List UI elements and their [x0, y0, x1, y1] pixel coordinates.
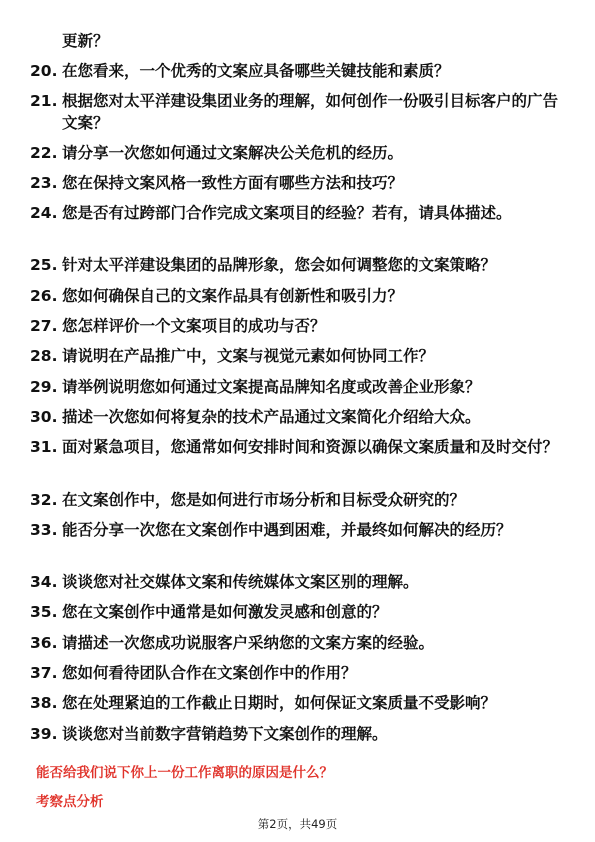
item-text: 您如何确保自己的文案作品具有创新性和吸引力？	[62, 287, 404, 305]
item-text: 您在处理紧迫的工作截止日期时，如何保证文案质量不受影响？	[62, 694, 497, 712]
item-text: 能否分享一次您在文案创作中遇到困难，并最终如何解决的经历？	[62, 521, 512, 539]
item-number: 29.	[30, 378, 58, 396]
item-text: 请说明在产品推广中，文案与视觉元素如何协同工作？	[62, 347, 435, 365]
item-number: 36.	[30, 634, 58, 652]
item-text: 在文案创作中，您是如何进行市场分析和目标受众研究的？	[62, 491, 466, 509]
item-text: 您在文案创作中通常是如何激发灵感和创意的？	[62, 603, 388, 621]
item-text: 描述一次您如何将复杂的技术产品通过文案简化介绍给大众。	[62, 408, 481, 426]
section-question: 能否给我们说下你上一份工作离职的原因是什么？	[36, 765, 333, 781]
item-text: 请描述一次您成功说服客户采纳您的文案方案的经验。	[62, 634, 435, 652]
item-text: 您怎样评价一个文案项目的成功与否？	[62, 317, 326, 335]
item-number: 26.	[30, 287, 58, 305]
item-text: 根据您对太平洋建设集团业务的理解，如何创作一份吸引目标客户的广告文案？	[62, 92, 559, 132]
item-text: 您如何看待团队合作在文案创作中的作用？	[62, 664, 357, 682]
item-number: 31.	[30, 438, 58, 456]
section-subtitle: 考察点分析	[36, 794, 104, 810]
page-footer: 第2页，共49页	[257, 817, 338, 831]
item-number: 39.	[30, 725, 58, 743]
item-text: 请分享一次您如何通过文案解决公关危机的经历。	[62, 144, 404, 162]
item-number: 23.	[30, 174, 58, 192]
item-text: 针对太平洋建设集团的品牌形象，您会如何调整您的文案策略？	[62, 256, 497, 274]
item-number: 34.	[30, 573, 58, 591]
continuation-text: 更新？	[62, 32, 109, 50]
item-text: 面对紧急项目，您通常如何安排时间和资源以确保文案质量和及时交付？	[62, 438, 559, 456]
item-number: 24.	[30, 204, 58, 222]
item-number: 20.	[30, 62, 58, 80]
item-number: 25.	[30, 256, 58, 274]
item-text: 您在保持文案风格一致性方面有哪些方法和技巧？	[62, 174, 404, 192]
item-text: 请举例说明您如何通过文案提高品牌知名度或改善企业形象？	[62, 378, 481, 396]
item-text: 谈谈您对社交媒体文案和传统媒体文案区别的理解。	[62, 573, 419, 591]
item-number: 37.	[30, 664, 58, 682]
item-number: 28.	[30, 347, 58, 365]
item-number: 30.	[30, 408, 58, 426]
item-number: 35.	[30, 603, 58, 621]
item-number: 38.	[30, 694, 58, 712]
item-text: 您是否有过跨部门合作完成文案项目的经验？若有，请具体描述。	[62, 204, 512, 222]
item-text: 在您看来，一个优秀的文案应具备哪些关键技能和素质？	[62, 62, 450, 80]
item-number: 22.	[30, 144, 58, 162]
item-number: 33.	[30, 521, 58, 539]
item-number: 32.	[30, 491, 58, 509]
item-number: 27.	[30, 317, 58, 335]
item-number: 21.	[30, 92, 58, 110]
item-text: 谈谈您对当前数字营销趋势下文案创作的理解。	[62, 725, 388, 743]
